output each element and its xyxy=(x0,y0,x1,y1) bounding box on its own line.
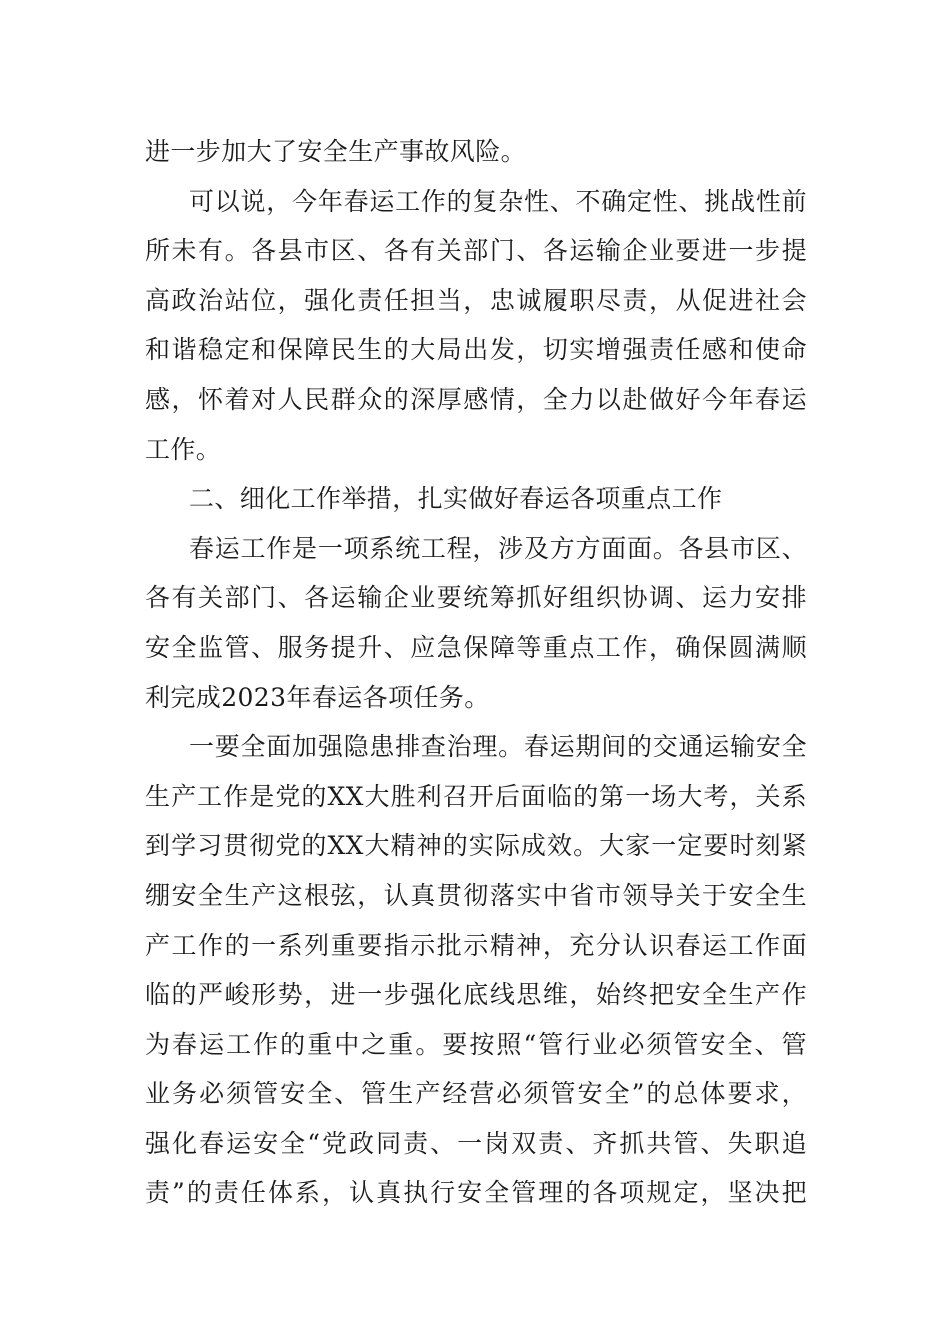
document-body xyxy=(145,127,807,1218)
paragraph-line: 安全监管、服务提升、应急保障等重点工作，确保圆满顺 xyxy=(145,632,807,662)
paragraph-line: 感，怀着对人民群众的深厚感情，全力以赴做好今年春运 xyxy=(145,384,807,414)
paragraph-line: 高政治站位，强化责任担当，忠诚履职尽责，从促进社会 xyxy=(145,285,807,315)
paragraph-line: 业务必须管安全、管生产经营必须管安全”的总体要求， xyxy=(145,1079,807,1109)
paragraph-line: 所未有。各县市区、各有关部门、各运输企业要进一步提 xyxy=(145,236,807,266)
paragraph xyxy=(145,722,807,1218)
paragraph-line: 为春运工作的重中之重。要按照“管行业必须管安全、管 xyxy=(145,1029,807,1059)
paragraph-line: 各有关部门、各运输企业要统筹抓好组织协调、运力安排 xyxy=(145,583,807,613)
paragraph-line: 生产工作是党的XX大胜利召开后面临的第一场大考，关系 xyxy=(145,781,807,811)
paragraph-line: 强化春运安全“党政同责、一岗双责、齐抓共管、失职追 xyxy=(145,1128,807,1158)
paragraph-line: 临的严峻形势，进一步强化底线思维，始终把安全生产作 xyxy=(145,980,807,1010)
paragraph-line: 工作。 xyxy=(145,434,222,464)
paragraph-line: 绷安全生产这根弦，认真贯彻落实中省市领导关于安全生 xyxy=(145,880,807,910)
paragraph-line: 责”的责任体系，认真执行安全管理的各项规定，坚决把 xyxy=(145,1178,807,1208)
paragraph-line: 春运工作是一项系统工程，涉及方方面面。各县市区、 xyxy=(189,533,807,563)
paragraph-line: 产工作的一系列重要指示批示精神，充分认识春运工作面 xyxy=(145,930,807,960)
paragraph xyxy=(145,177,807,475)
paragraph xyxy=(145,524,807,722)
paragraph xyxy=(145,474,807,524)
paragraph-line: 利完成2023年春运各项任务。 xyxy=(145,682,490,712)
paragraph-line: 二、细化工作举措，扎实做好春运各项重点工作 xyxy=(189,484,723,514)
paragraph-line: 可以说，今年春运工作的复杂性、不确定性、挑战性前 xyxy=(189,186,807,216)
paragraph-line: 一要全面加强隐患排查治理。春运期间的交通运输安全 xyxy=(189,732,807,762)
paragraph-line: 和谐稳定和保障民生的大局出发，切实增强责任感和使命 xyxy=(145,335,807,365)
paragraph-line: 进一步加大了安全生产事故风险。 xyxy=(145,137,527,166)
paragraph-line: 到学习贯彻党的XX大精神的实际成效。大家一定要时刻紧 xyxy=(145,831,807,861)
paragraph xyxy=(145,127,807,177)
